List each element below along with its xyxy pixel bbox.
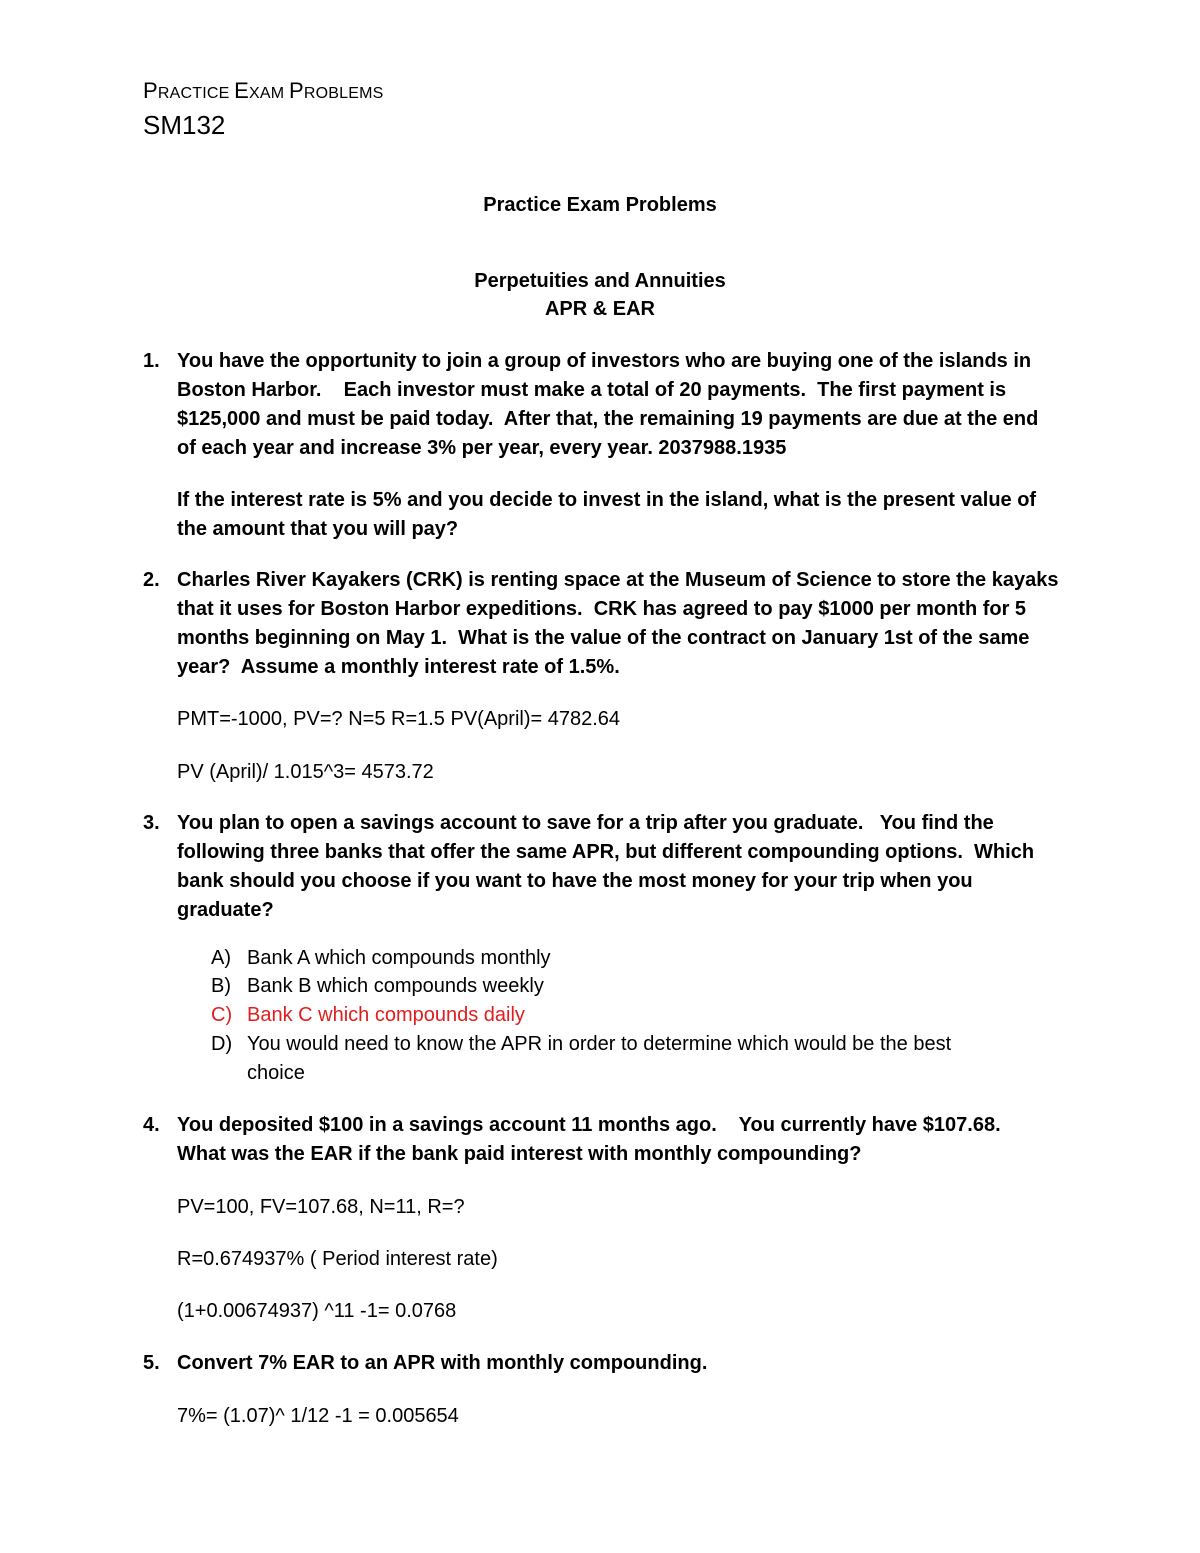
problem-line: Convert 7% EAR to an APR with monthly compounding. — [177, 1352, 708, 1374]
problem-line: What was the EAR if the bank paid interest with monthly compounding? — [177, 1143, 862, 1165]
problem-followup-line: the amount that you will pay? — [177, 518, 459, 540]
problem-line: You plan to open a savings account to save for a trip after you graduate. You find the — [177, 812, 994, 834]
problem-line: following three banks that offer the same APR, but different compounding options. Which — [177, 841, 1035, 863]
page-title: Practice Exam Problems — [483, 194, 717, 216]
header-cap-e: E — [234, 78, 250, 103]
problem-line: year? Assume a monthly interest rate of 1.5%. — [177, 656, 620, 678]
header-small-ractice: RACTICE — [157, 85, 235, 102]
correct-option-text: Bank C which compounds daily — [247, 1004, 525, 1026]
problem-line: You deposited $100 in a savings account 11 months ago. You currently have $107.68. — [177, 1114, 1001, 1136]
problem-line: of each year and increase 3% per year, every year. 2037988.1935 — [177, 437, 787, 459]
solution-work-line: PMT=-1000, PV=? N=5 R=1.5 PV(April)= 4782.64 — [177, 708, 621, 730]
problem-line: You have the opportunity to join a group of investors who are buying one of the islands in — [177, 350, 1032, 372]
correct-option-letter: C) — [211, 1004, 233, 1026]
problem-line: months beginning on May 1. What is the value of the contract on January 1st of the same — [177, 627, 1030, 649]
problem-number: 3. — [143, 812, 160, 834]
problem-followup-line: If the interest rate is 5% and you decide to invest in the island, what is the present value of — [177, 489, 1037, 511]
section-subheading: APR & EAR — [544, 298, 655, 320]
header-small-roblems: ROBLEMS — [303, 85, 384, 102]
problem-line: graduate? — [177, 899, 274, 921]
option-text: Bank B which compounds weekly — [247, 975, 544, 997]
solution-work-line: R=0.674937% ( Period interest rate) — [177, 1248, 498, 1270]
option-text-continued: choice — [247, 1062, 305, 1084]
header-small-xam: XAM — [249, 85, 289, 102]
course-title-header — [143, 78, 383, 104]
problem-number: 1. — [143, 350, 160, 372]
problem-number: 2. — [143, 569, 160, 591]
problem-number: 5. — [143, 1352, 160, 1374]
problem-line: Boston Harbor. Each investor must make a total of 20 payments. The first payment is — [177, 379, 1007, 401]
solution-work-line: PV=100, FV=107.68, N=11, R=? — [177, 1196, 465, 1218]
solution-work-line: PV (April)/ 1.015^3= 4573.72 — [177, 761, 434, 783]
header-cap-p1: P — [143, 78, 158, 103]
solution-work-line: (1+0.00674937) ^11 -1= 0.0768 — [177, 1300, 457, 1322]
solution-work-line: 7%= (1.07)^ 1/12 -1 = 0.005654 — [177, 1405, 459, 1427]
problem-line: that it uses for Boston Harbor expeditions. CRK has agreed to pay $1000 per month for 5 — [177, 598, 1027, 620]
header-cap-p2: P — [288, 78, 304, 103]
problem-line: $125,000 and must be paid today. After that, the remaining 19 payments are due at the end — [177, 408, 1039, 430]
option-letter: A) — [211, 947, 231, 969]
problem-number: 4. — [143, 1114, 160, 1136]
problem-line: Charles River Kayakers (CRK) is renting space at the Museum of Science to store the kayaks — [177, 569, 1059, 591]
option-text: Bank A which compounds monthly — [247, 947, 551, 969]
option-letter: D) — [211, 1033, 233, 1055]
section-heading: Perpetuities and Annuities — [474, 270, 726, 292]
course-code-header: SM132 — [143, 110, 226, 140]
option-text: You would need to know the APR in order to determine which would be the best — [247, 1033, 952, 1055]
option-letter: B) — [211, 975, 231, 997]
problem-line: bank should you choose if you want to have the most money for your trip when you — [177, 870, 973, 892]
